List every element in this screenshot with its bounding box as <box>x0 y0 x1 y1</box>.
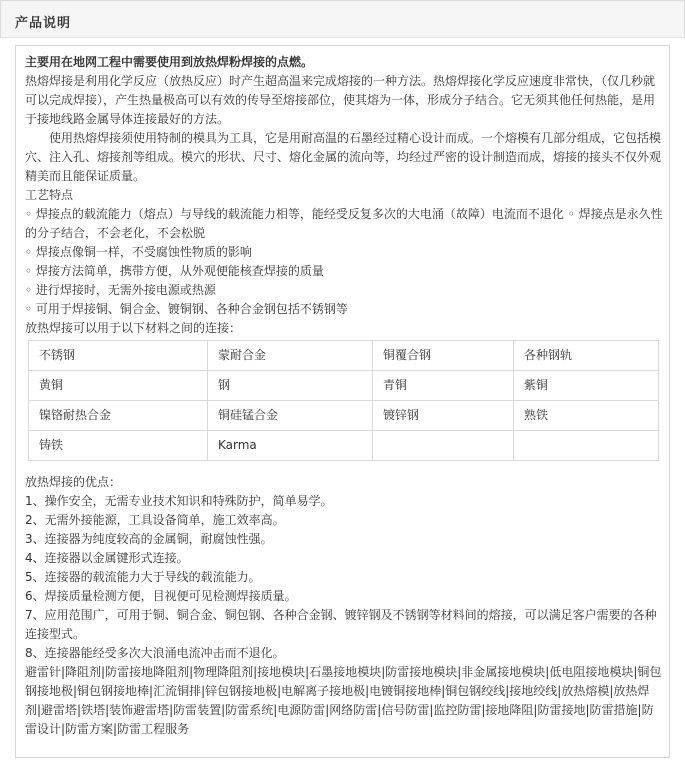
advantages-list <box>25 473 665 663</box>
table-cell: 镍铬耐热合金 <box>29 401 208 431</box>
keyword-tags: 避雷针|降阻剂|防雷接地降阻剂|物理降阻剂|接地模块|石墨接地模块|防雷接地模块|非金属接地模块|低电阻接地模块|铜包钢接地极|铜包钢接地棒|汇流铜排|锌包钢接地极|电解离子接地极|电镀铜接地棒|铜包钢绞线|接地绞线|放热熔模|放热焊剂|避雷塔|铁塔|装饰避雷塔|防雷装置|防雷系统|电源防雷|网络防雷|信号防雷|监控防雷|接地降阻|防雷接地|防雷措施|防雷设计|防雷方案|防雷工程服务 <box>25 665 662 736</box>
materials-table <box>28 340 659 461</box>
table-row <box>29 371 659 401</box>
intro-paragraph-1: 热熔焊接是利用化学反应（放热反应）时产生超高温来完成熔接的一种方法。热熔焊接化学反应速度非常快，（仅几秒就可以完成焊接），产生热量极高可以有效的传导至熔接部位，使其熔为一体，形成分子结合。它无须其他任何热能，是用于接地线路金属导体连接最好的方法。 <box>25 74 656 126</box>
table-cell: 镀锌钢 <box>373 401 514 431</box>
advantages-heading: 放热焊接的优点： <box>25 475 122 489</box>
lead-sentence: 主要用在地网工程中需要使用到放热焊粉焊接的点燃。 <box>25 55 314 69</box>
table-cell: 蒙耐合金 <box>208 341 373 371</box>
product-description <box>25 53 665 739</box>
table-cell: Karma <box>208 431 373 461</box>
table-cell: 铜硅锰合金 <box>208 401 373 431</box>
table-cell: 铜覆合钢 <box>373 341 514 371</box>
table-cell: 青铜 <box>373 371 514 401</box>
advantage-item: 4、连接器以金属键形式连接。 <box>25 551 189 565</box>
advantage-item: 1、操作安全，无需专业技术知识和特殊防护，简单易学。 <box>25 494 333 508</box>
table-cell: 钢 <box>208 371 373 401</box>
table-cell <box>373 431 514 461</box>
table-cell: 熟铁 <box>514 401 659 431</box>
table-row <box>29 401 659 431</box>
intro-paragraph-2: 使用热熔焊接须使用特制的模具为工具，它是用耐高温的石墨经过精心设计而成。一个熔模有几部分组成，它包括模穴、注入孔、熔接剂等组成。模穴的形状、尺寸、熔化金属的流向等，均经过严密的设计制造而成，熔接的接头不仅外观精美而且能保证质量。 <box>25 131 662 183</box>
product-description-box <box>15 45 670 758</box>
advantage-item: 2、无需外接能源，工具设备简单，施工效率高。 <box>25 513 285 527</box>
advantage-item: 8、连接器能经受多次大浪涌电流冲击而不退化。 <box>25 646 285 660</box>
table-cell: 黄铜 <box>29 371 208 401</box>
section-title: 产品说明 <box>15 16 72 31</box>
advantage-item: 7、应用范围广，可用于铜、铜合金、铜包钢、各种合金钢、镀锌钢及不锈钢等材料间的熔接，可以满足客户需要的各种连接型式。 <box>25 608 657 641</box>
materials-intro: 放热焊接可以用于以下材料之间的连接： <box>25 321 242 335</box>
feature-item: ◦ 可用于焊接铜、铜合金、镀铜钢、各种合金钢包括不锈钢等 <box>25 302 348 316</box>
feature-item: ◦ 焊接点的载流能力（熔点）与导线的载流能力相等，能经受反复多次的大电涌（故障）电流而不退化 ◦ 焊接点是永久性的分子结合，不会老化，不会松脱 <box>25 207 663 240</box>
feature-item: ◦ 焊接点像铜一样，不受腐蚀性物质的影响 <box>25 245 252 259</box>
feature-item: ◦ 进行焊接时，无需外接电源或热源 <box>25 283 216 297</box>
advantage-item: 5、连接器的载流能力大于导线的载流能力。 <box>25 570 261 584</box>
advantage-item: 3、连接器为纯度较高的金属铜，耐腐蚀性强。 <box>25 532 273 546</box>
table-row <box>29 341 659 371</box>
table-cell <box>514 431 659 461</box>
advantage-item: 6、焊接质量检测方便，目视便可见检测焊接质量。 <box>25 589 297 603</box>
table-cell: 铸铁 <box>29 431 208 461</box>
section-header <box>0 0 685 38</box>
feature-item: ◦ 焊接方法简单，携带方便，从外观便能核查焊接的质量 <box>25 264 324 278</box>
table-cell: 不锈钢 <box>29 341 208 371</box>
features-heading: 工艺特点 <box>25 188 74 202</box>
table-cell: 各种钢轨 <box>514 341 659 371</box>
table-cell: 紫铜 <box>514 371 659 401</box>
table-row <box>29 431 659 461</box>
